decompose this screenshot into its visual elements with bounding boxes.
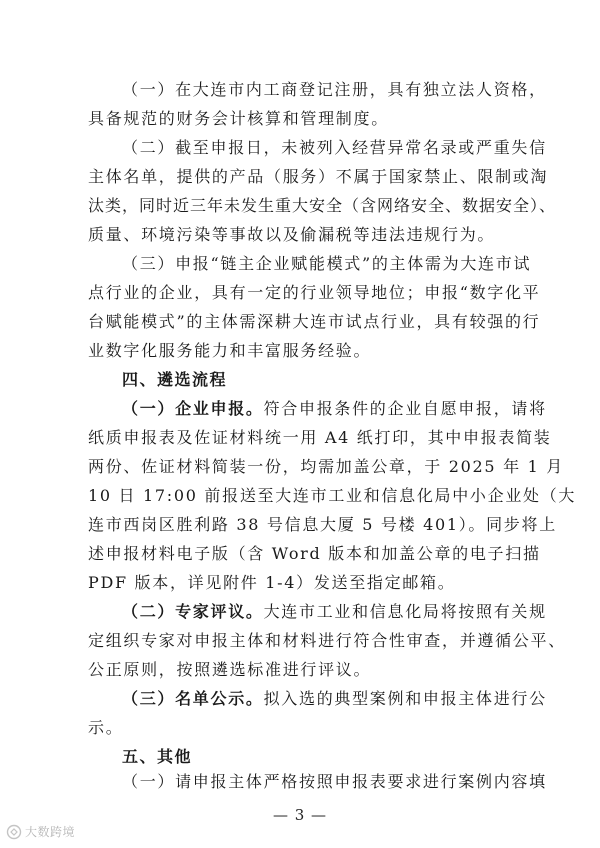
- section-heading: 五、其他: [122, 747, 193, 766]
- text-line: 主体名单，提供的产品（服务）不属于国家禁止、限制或淘: [88, 167, 549, 186]
- text-line: 定组织专家对申报主体和材料进行符合性审查，并遵循公平、: [88, 631, 566, 650]
- text-line: （三）申报“链主企业赋能模式”的主体需为大连市试: [122, 254, 532, 273]
- text-line: 台赋能模式”的主体需深耕大连市试点行业，具有较强的行: [88, 312, 541, 331]
- paragraph-text: 符合申报条件的企业自愿申报，请将: [263, 399, 547, 418]
- text-line: 两份、佐证材料简装一份，均需加盖公章，于 2025 年 1 月: [88, 457, 564, 476]
- text-line: 公正原则，按照遴选标准进行评议。: [88, 660, 372, 679]
- text-line: （一）请申报主体严格按照申报表要求进行案例内容填: [122, 772, 547, 791]
- text-line: 纸质申报表及佐证材料统一用 A4 纸打印，其中申报表简装: [88, 428, 552, 447]
- text-line: 业数字化服务能力和丰富服务经验。: [88, 341, 372, 360]
- paragraph-first-line: [122, 397, 547, 421]
- text-line: 具备规范的财务会计核算和管理制度。: [88, 109, 389, 128]
- text-line: 点行业的企业，具有一定的行业领导地位；申报“数字化平: [88, 283, 541, 302]
- text-line: 10 日 17:00 前报送至大连市工业和信息化局中小企业处（大: [88, 486, 577, 505]
- text-line: 汰类，同时近三年未发生重大安全（含网络安全、数据安全）、: [88, 196, 557, 215]
- text-line: （二）截至申报日，未被列入经营异常名录或严重失信: [122, 138, 547, 157]
- paragraph-first-line: [122, 687, 547, 711]
- paragraph-label: （二）专家评议。: [122, 602, 264, 621]
- text-line: PDF 版本，详见附件 1-4）发送至指定邮箱。: [88, 573, 456, 592]
- paragraph-text: 拟入选的典型案例和申报主体进行公: [263, 689, 547, 708]
- watermark-logo-icon: [6, 824, 22, 840]
- watermark-text: 大数跨境: [25, 825, 76, 839]
- paragraph-first-line: [122, 600, 547, 624]
- paragraph-text: 大连市工业和信息化局将按照有关规: [263, 602, 547, 621]
- text-line: （一）在大连市内工商登记注册，具有独立法人资格，: [122, 80, 547, 99]
- paragraph-label: （一）企业申报。: [122, 399, 264, 418]
- watermark: [6, 823, 75, 840]
- page-number: — 3 —: [272, 806, 328, 824]
- text-line: 述申报材料电子版（含 Word 版本和加盖公章的电子扫描: [88, 544, 541, 563]
- section-heading: 四、遴选流程: [122, 370, 228, 389]
- paragraph-label: （三）名单公示。: [122, 689, 264, 708]
- text-line: 质量、环境污染等事故以及偷漏税等违法违规行为。: [88, 225, 496, 244]
- text-line: 连市西岗区胜利路 38 号信息大厦 5 号楼 401）。同步将上: [88, 515, 557, 534]
- text-line: 示。: [88, 718, 124, 737]
